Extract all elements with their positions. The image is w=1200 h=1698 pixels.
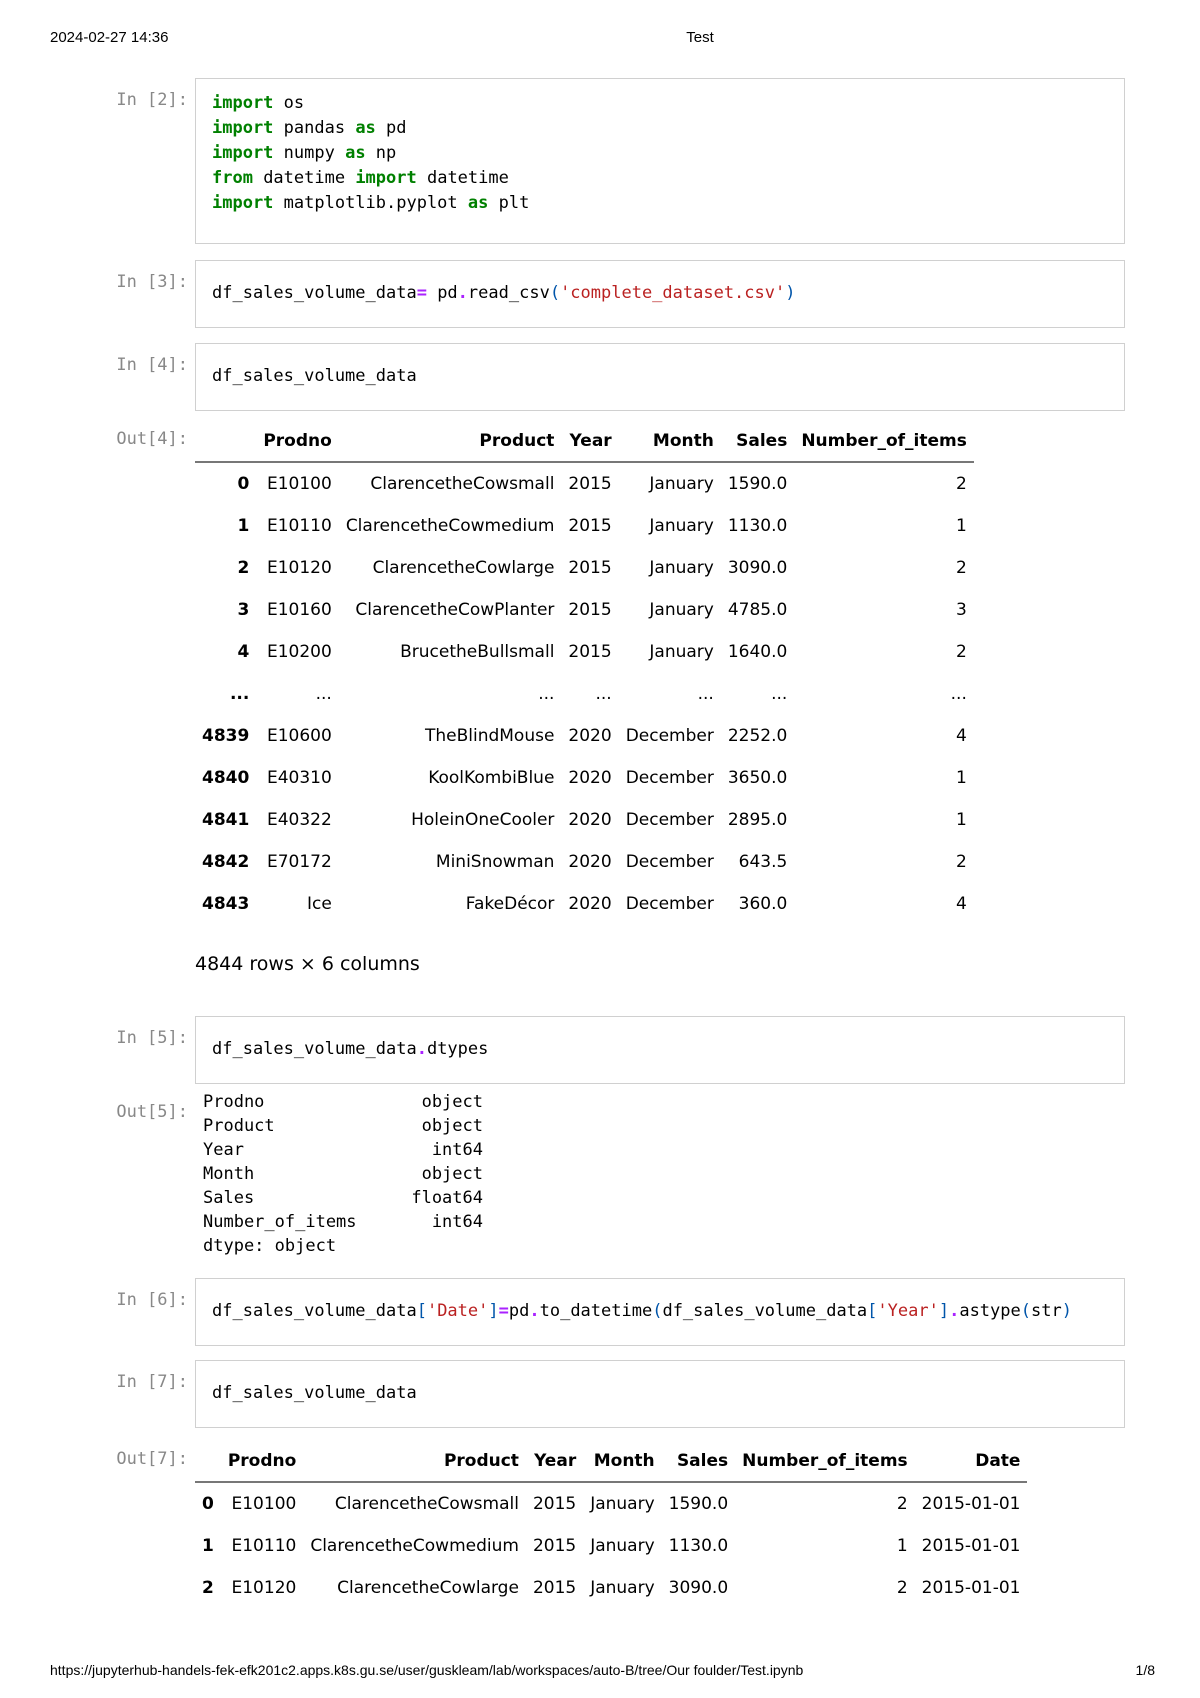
input-prompt: In [2]: [116, 90, 188, 110]
row-index: ... [229, 684, 250, 704]
dataframe-output-table [195, 421, 974, 925]
table-header-row [195, 1441, 1027, 1482]
table-cell: E10600 [266, 726, 332, 746]
table-cell: 2015 [568, 474, 612, 494]
code-text: datetime [416, 168, 509, 188]
input-prompt: In [3]: [116, 272, 188, 292]
row-index: 0 [202, 1494, 214, 1514]
dtype-column-name: Number_of_items [203, 1212, 357, 1232]
input-prompt: In [7]: [116, 1372, 188, 1392]
code-text: df_sales_volume_data [662, 1301, 868, 1321]
table-cell: 2015 [532, 1494, 577, 1514]
code-cell-read-csv[interactable] [195, 260, 1125, 328]
table-cell: January [590, 1536, 655, 1556]
table-cell: 3090.0 [668, 1578, 729, 1598]
table-cell: 1130.0 [668, 1536, 729, 1556]
table-cell: December [625, 894, 714, 914]
table-cell: December [625, 810, 714, 830]
dtype-row [203, 1186, 483, 1210]
dtype-value: float64 [411, 1188, 483, 1208]
table-cell: 2015-01-01 [921, 1494, 1021, 1514]
input-prompt: In [5]: [116, 1028, 188, 1048]
code-string: 'Date' [426, 1301, 489, 1321]
table-cell: BrucetheBullsmall [400, 642, 555, 662]
dtype-column-name: Sales [203, 1188, 255, 1208]
input-prompt: In [6]: [116, 1290, 188, 1310]
code-keyword: import [212, 143, 274, 163]
table-cell: Ice [306, 894, 332, 914]
table-cell: ... [950, 684, 967, 704]
table-cell: E10100 [231, 1494, 297, 1514]
code-text: pandas [273, 118, 356, 138]
dtype-row [203, 1210, 483, 1234]
dataframe-output-table [195, 1441, 1027, 1609]
table-cell: 2 [956, 558, 967, 578]
table-cell: ... [771, 684, 788, 704]
table-cell: E40322 [266, 810, 332, 830]
code-cell-show-df[interactable] [195, 343, 1125, 411]
table-cell: 2 [896, 1578, 908, 1598]
table-cell: December [625, 768, 714, 788]
row-index: 4843 [202, 894, 250, 914]
table-row [195, 757, 974, 799]
code-bracket: ] [938, 1301, 950, 1321]
table-cell: ... [315, 684, 332, 704]
code-text: astype [959, 1301, 1021, 1321]
table-cell: 2015-01-01 [921, 1578, 1021, 1598]
code-bracket: ] [488, 1301, 499, 1321]
table-cell: 2015 [568, 558, 612, 578]
code-cell-show-df-2[interactable] [195, 1360, 1125, 1428]
column-header: Number_of_items [735, 1441, 915, 1482]
table-cell: E10100 [266, 474, 332, 494]
table-cell: 1 [956, 810, 967, 830]
column-header: Year [561, 421, 618, 462]
code-operator: . [416, 1039, 427, 1059]
code-text: np [365, 143, 397, 163]
code-text: pd [375, 118, 407, 138]
table-cell: ClarencetheCowmedium [345, 516, 555, 536]
table-cell: 2 [956, 642, 967, 662]
code-text: numpy [273, 143, 346, 163]
code-text: str [1031, 1301, 1062, 1321]
table-cell: 1590.0 [727, 474, 788, 494]
output-prompt: Out[4]: [116, 429, 188, 449]
dtype-column-name: Product [203, 1116, 275, 1136]
table-cell: E10110 [231, 1536, 297, 1556]
dtype-column-name: Month [203, 1164, 255, 1184]
dtype-value: object [421, 1092, 483, 1112]
dtype-footer: dtype: object [203, 1236, 337, 1256]
table-cell: 2020 [568, 894, 612, 914]
code-keyword: import [355, 168, 417, 188]
code-keyword: as [467, 193, 489, 213]
dtype-row [203, 1138, 483, 1162]
code-text: datetime [252, 168, 356, 188]
table-row [195, 1482, 1027, 1525]
table-cell: January [649, 558, 714, 578]
code-cell-to-datetime[interactable] [195, 1278, 1125, 1346]
table-cell: 2020 [568, 726, 612, 746]
table-row [195, 715, 974, 757]
dtypes-output [203, 1090, 483, 1258]
code-operator: . [949, 1301, 960, 1321]
table-cell: 2015 [568, 516, 612, 536]
code-text: os [273, 93, 305, 113]
table-row [195, 505, 974, 547]
code-paren: ) [1061, 1301, 1072, 1321]
code-keyword: import [212, 118, 274, 138]
column-header: Number_of_items [794, 421, 974, 462]
code-operator: = [498, 1301, 509, 1321]
row-index: 4842 [202, 852, 250, 872]
row-index: 2 [237, 558, 250, 578]
table-cell: ClarencetheCowPlanter [355, 600, 555, 620]
notebook-title: Test [686, 29, 714, 46]
table-cell: FakeDécor [465, 894, 555, 914]
column-header: Product [303, 1441, 526, 1482]
table-cell: ... [595, 684, 612, 704]
table-row [195, 547, 974, 589]
table-cell: ClarencetheCowmedium [310, 1536, 519, 1556]
column-header: Product [339, 421, 562, 462]
table-header-row [195, 421, 974, 462]
code-text: plt [488, 193, 530, 213]
table-cell: January [590, 1494, 655, 1514]
table-cell: 4785.0 [727, 600, 788, 620]
column-header: Year [526, 1441, 583, 1482]
table-row [195, 1525, 1027, 1567]
code-text: to_datetime [539, 1301, 653, 1321]
print-timestamp: 2024-02-27 14:36 [50, 29, 169, 46]
output-prompt: Out[5]: [116, 1102, 188, 1122]
table-cell: 3 [956, 600, 967, 620]
column-header: Month [619, 421, 721, 462]
code-cell-dtypes[interactable] [195, 1016, 1125, 1084]
row-index: 4 [237, 642, 250, 662]
table-row [195, 673, 974, 715]
code-operator: . [529, 1301, 540, 1321]
table-row [195, 883, 974, 925]
code-keyword: import [212, 193, 274, 213]
table-cell: 2015 [532, 1578, 577, 1598]
table-cell: 2895.0 [727, 810, 788, 830]
dtype-value: object [421, 1164, 483, 1184]
dtype-row [203, 1162, 483, 1186]
table-cell: 2 [896, 1494, 908, 1514]
code-keyword: as [345, 143, 366, 163]
input-prompt: In [4]: [116, 355, 188, 375]
code-keyword: as [355, 118, 376, 138]
code-bracket: [ [416, 1301, 427, 1321]
table-cell: HoleinOneCooler [411, 810, 555, 830]
table-cell: 3090.0 [727, 558, 788, 578]
code-text: df_sales_volume_data [212, 283, 417, 303]
column-header: Sales [721, 421, 794, 462]
table-cell: 1640.0 [727, 642, 788, 662]
table-cell: E10200 [266, 642, 332, 662]
table-row [195, 589, 974, 631]
column-header [195, 421, 256, 462]
table-cell: ClarencetheCowlarge [372, 558, 555, 578]
dtype-row [203, 1114, 483, 1138]
row-index: 2 [202, 1578, 214, 1598]
code-string: 'Year' [877, 1301, 939, 1321]
code-text: matplotlib.pyplot [273, 193, 468, 213]
column-header: Prodno [256, 421, 338, 462]
code-cell-imports[interactable] [195, 78, 1125, 244]
table-cell: 643.5 [738, 852, 788, 872]
code-paren: ( [1020, 1301, 1031, 1321]
table-cell: ClarencetheCowlarge [337, 1578, 519, 1598]
code-keyword: from [212, 168, 253, 188]
table-cell: 360.0 [738, 894, 788, 914]
column-header: Month [583, 1441, 661, 1482]
row-index: 1 [202, 1536, 214, 1556]
code-paren: ( [549, 283, 561, 303]
table-cell: 1 [896, 1536, 908, 1556]
row-index: 0 [237, 474, 250, 494]
table-cell: 2020 [568, 768, 612, 788]
column-header: Prodno [221, 1441, 303, 1482]
code-paren: ( [652, 1301, 663, 1321]
table-cell: 1130.0 [727, 516, 788, 536]
table-cell: January [649, 600, 714, 620]
column-header: Sales [662, 1441, 735, 1482]
row-index: 4841 [202, 810, 250, 830]
table-cell: 4 [956, 726, 967, 746]
print-header [0, 29, 1200, 46]
table-row [195, 631, 974, 673]
print-page-number: 1/8 [1135, 1662, 1155, 1678]
table-cell: ClarencetheCowsmall [334, 1494, 519, 1514]
table-row [195, 1567, 1027, 1609]
table-cell: 3650.0 [727, 768, 788, 788]
row-index: 3 [237, 600, 250, 620]
table-cell: TheBlindMouse [424, 726, 555, 746]
output-prompt: Out[7]: [116, 1449, 188, 1469]
dtype-value: object [421, 1116, 483, 1136]
table-cell: 4 [956, 894, 967, 914]
code-text: df_sales_volume_data [212, 1301, 417, 1321]
table-cell: December [625, 852, 714, 872]
code-text: pd [426, 283, 458, 303]
table-cell: E70172 [266, 852, 332, 872]
print-footer-url: https://jupyterhub-handels-fek-efk201c2.apps.k8s.gu.se/user/guskleam/lab/workspaces/auto-B/tree/Our foulder/Test.ipynb [50, 1662, 804, 1678]
code-string: 'complete_dataset.csv' [560, 283, 786, 303]
code-bracket: [ [867, 1301, 878, 1321]
table-row [195, 799, 974, 841]
table-cell: January [649, 516, 714, 536]
table-cell: January [649, 642, 714, 662]
column-header: Date [915, 1441, 1028, 1482]
table-cell: KoolKombiBlue [428, 768, 555, 788]
table-cell: January [590, 1578, 655, 1598]
table-cell: ClarencetheCowsmall [370, 474, 555, 494]
table-cell: 2020 [568, 810, 612, 830]
table-cell: 2015 [568, 600, 612, 620]
table-cell: E10160 [266, 600, 332, 620]
row-index: 4839 [202, 726, 250, 746]
dtype-column-name: Prodno [203, 1092, 265, 1112]
code-text: read_csv [467, 283, 550, 303]
table-cell: 1590.0 [668, 1494, 729, 1514]
code-operator: = [416, 283, 427, 303]
dtype-row [203, 1090, 483, 1114]
row-index: 1 [237, 516, 250, 536]
table-cell: ... [697, 684, 714, 704]
code-text: df_sales_volume_data [212, 1039, 417, 1059]
code-text: pd [508, 1301, 530, 1321]
table-cell: 1 [956, 516, 967, 536]
dtype-value: int64 [431, 1140, 483, 1160]
code-text: df_sales_volume_data [212, 1383, 417, 1403]
code-text: df_sales_volume_data [212, 366, 417, 386]
table-cell: 2015 [568, 642, 612, 662]
table-cell: 2015-01-01 [921, 1536, 1021, 1556]
code-keyword: import [212, 93, 274, 113]
table-cell: 2 [956, 852, 967, 872]
column-header [195, 1441, 221, 1482]
table-cell: 2 [956, 474, 967, 494]
dtype-value: int64 [431, 1212, 483, 1232]
table-cell: E10120 [231, 1578, 297, 1598]
table-cell: E40310 [266, 768, 332, 788]
table-row [195, 462, 974, 505]
table-cell: ... [538, 684, 555, 704]
dataframe-shape: 4844 rows × 6 columns [195, 953, 420, 975]
table-cell: E10120 [266, 558, 332, 578]
code-text: dtypes [426, 1039, 489, 1059]
table-cell: E10110 [266, 516, 332, 536]
table-cell: MiniSnowman [435, 852, 555, 872]
table-row [195, 841, 974, 883]
table-cell: 2015 [532, 1536, 577, 1556]
table-cell: January [649, 474, 714, 494]
table-cell: 2252.0 [727, 726, 788, 746]
row-index: 4840 [202, 768, 250, 788]
table-cell: 1 [956, 768, 967, 788]
dtype-column-name: Year [203, 1140, 244, 1160]
code-paren: ) [785, 283, 796, 303]
table-cell: December [625, 726, 714, 746]
code-operator: . [457, 283, 468, 303]
table-cell: 2020 [568, 852, 612, 872]
